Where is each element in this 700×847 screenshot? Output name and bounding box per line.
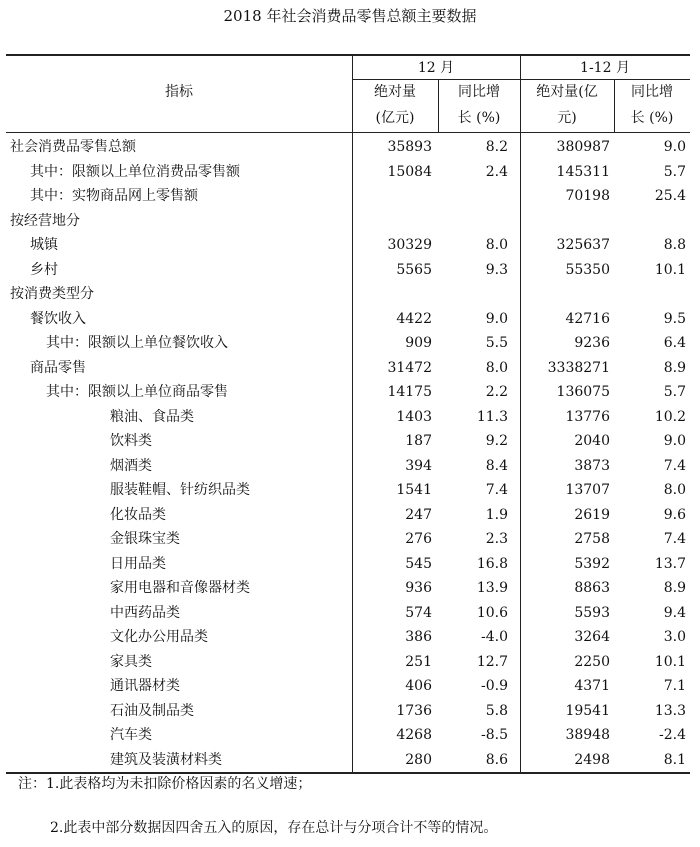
ytd-abs-value: 2619 [574,506,610,523]
ytd-yoy-value: 10.1 [654,653,686,670]
dec-abs-value: 247 [405,506,432,523]
row-label: 建筑及装潢材料类 [110,751,222,768]
dec-yoy-value: 9.2 [485,433,508,449]
row-label: 其中：限额以上单位餐饮收入 [46,335,228,351]
row-label: 餐饮收入 [30,310,86,327]
dec-abs-value: 187 [405,433,432,449]
row-label: 金银珠宝类 [110,531,180,547]
row-label: 其中：限额以上单位商品零售 [46,384,228,400]
row-label: 文化办公用品类 [110,629,208,645]
row-label: 汽车类 [110,727,152,743]
dec-abs-value: 574 [405,604,432,621]
row-label: 乡村 [30,261,58,278]
dec-yoy-value: 8.4 [485,457,508,474]
dec-abs-value: 936 [405,580,432,596]
ytd-abs-value: 19541 [565,702,610,719]
dec-yoy-value: 8.2 [485,139,508,155]
dec-abs-value: 15084 [387,163,432,180]
row-label: 城镇 [30,237,58,253]
ytd-yoy-value: 5.7 [663,384,686,400]
ytd-yoy-value: -2.4 [659,727,686,743]
ytd-abs-value: 2040 [574,433,610,449]
ytd-yoy-value: 5.7 [663,163,686,180]
ytd-abs-value: 2250 [574,653,610,670]
ytd-yoy-value: 25.4 [654,188,686,204]
dec-abs-value: 406 [405,678,432,694]
row-label: 服装鞋帽、针纺织品类 [110,482,250,498]
row-label: 家用电器和音像器材类 [110,580,250,596]
ytd-yoy-value: 8.8 [663,237,686,253]
ytd-yoy-value: 13.3 [654,702,686,719]
row-label: 通讯器材类 [110,678,180,694]
row-label: 烟酒类 [110,457,152,474]
ytd-abs-value: 2758 [574,531,610,547]
row-label: 其中：限额以上单位消费品零售额 [30,163,240,180]
dec-abs-value: 30329 [387,237,432,253]
ytd-yoy-value: 9.5 [663,310,686,327]
table-row [6,233,690,258]
row-label: 社会消费品零售总额 [10,139,136,155]
dec-yoy-value: 7.4 [485,482,508,498]
ytd-abs-header-line2: 元) [557,110,577,126]
table-header [6,56,690,133]
dec-abs-value: 394 [405,457,432,474]
ytd-yoy-value: 6.4 [663,335,686,351]
dec-abs-value: 280 [405,751,432,768]
ytd-yoy-value: 3.0 [663,629,686,645]
ytd-yoy-value: 9.4 [663,604,686,621]
row-label: 饮料类 [110,433,152,449]
ytd-yoy-value: 10.1 [654,261,686,278]
ytd-yoy-value: 9.0 [663,139,686,155]
dec-abs-value: 4268 [396,727,432,743]
dec-yoy-value: 1.9 [485,506,508,523]
table-row [6,307,690,332]
row-label: 中西药品类 [110,604,180,621]
dec-abs-header-line2: (亿元) [375,110,415,126]
ytd-abs-value: 136075 [556,384,610,400]
dec-yoy-value: -4.0 [481,629,508,645]
dec-abs-value: 276 [405,531,432,547]
dec-abs-value: 545 [405,555,432,572]
dec-yoy-value: 16.8 [476,555,508,572]
table-row [6,184,690,209]
ytd-abs-value: 4371 [574,678,610,694]
dec-abs-value: 1541 [396,482,432,498]
dec-abs-value: 14175 [387,384,432,400]
table-row [6,576,690,601]
table-row [6,258,690,283]
ytd-abs-value: 8863 [574,580,610,596]
footnotes [18,772,497,840]
ytd-yoy-value: 8.0 [663,482,686,498]
ytd-yoy-value: 13.7 [654,555,686,572]
table-row [6,625,690,650]
footnote-2: 2.此表中部分数据因四舍五入的原因，存在总计与分项合计不等的情况。 [50,820,498,836]
ytd-abs-value: 55350 [565,261,610,278]
dec-yoy-value: 2.4 [485,163,508,180]
ytd-abs-value: 42716 [565,310,610,327]
ytd-abs-value: 13776 [565,408,610,425]
ytd-header: 1-12 月 [580,60,630,76]
dec-yoy-value: 5.5 [485,335,508,351]
page-title: 2018 年社会消费品零售总额主要数据 [223,7,477,25]
dec-yoy-value: 11.3 [476,408,508,425]
ytd-yoy-header-line2: 长 (%) [630,110,674,126]
footnote-1: 注：1.此表格均为未扣除价格因素的名义增速； [18,776,312,792]
table-row [6,748,690,773]
dec-abs-value: 251 [405,653,432,670]
ytd-abs-value: 3873 [574,457,610,474]
table-row [6,380,690,405]
ytd-abs-value: 13707 [565,482,610,498]
dec-yoy-value: 8.0 [485,359,508,376]
ytd-yoy-header-line1: 同比增 [631,84,673,100]
ytd-yoy-value: 9.0 [663,433,686,449]
table-row [6,405,690,430]
dec-abs-value: 31472 [387,359,432,376]
table-row [6,282,690,307]
table-row [6,160,690,185]
row-label: 按经营地分 [10,212,80,229]
indicator-header: 指标 [165,84,193,100]
ytd-abs-value: 5593 [574,604,610,621]
ytd-yoy-value: 7.4 [663,457,686,474]
ytd-abs-value: 380987 [556,139,610,155]
dec-yoy-value: 9.0 [485,310,508,327]
row-label: 按消费类型分 [10,286,94,302]
table-row [6,209,690,234]
row-label: 商品零售 [30,359,86,376]
ytd-yoy-value: 10.2 [654,408,686,425]
dec-yoy-value: 9.3 [485,261,508,278]
table-row [6,135,690,160]
ytd-yoy-value: 7.1 [663,678,686,694]
table-body [6,133,690,772]
dec-abs-value: 35893 [387,139,432,155]
table-row [6,723,690,748]
row-label: 家具类 [110,653,152,670]
table-row [6,429,690,454]
ytd-abs-value: 3338271 [547,359,610,376]
table-row [6,650,690,675]
table-row [6,454,690,479]
table-row [6,503,690,528]
table-row [6,674,690,699]
ytd-abs-value: 70198 [565,188,610,204]
ytd-yoy-value: 8.9 [663,580,686,596]
table-row [6,699,690,724]
ytd-abs-value: 325637 [556,237,610,253]
ytd-yoy-value: 9.6 [663,506,686,523]
dec-abs-value: 4422 [396,310,432,327]
table-row [6,527,690,552]
ytd-yoy-value: 8.9 [663,359,686,376]
ytd-abs-value: 9236 [574,335,610,351]
row-label: 日用品类 [110,555,166,572]
ytd-abs-header-line1: 绝对量(亿 [536,84,598,100]
dec-yoy-value: 12.7 [476,653,508,670]
dec-yoy-value: 2.2 [485,384,508,400]
ytd-yoy-value: 8.1 [663,751,686,768]
dec-yoy-value: 10.6 [476,604,508,621]
ytd-abs-value: 38948 [565,727,610,743]
dec-yoy-value: -8.5 [481,727,508,743]
dec-yoy-value: 2.3 [485,531,508,547]
dec-yoy-value: 13.9 [476,580,508,596]
dec-yoy-header-line1: 同比增 [458,84,500,100]
dec-yoy-value: 8.0 [485,237,508,253]
row-label: 化妆品类 [110,506,166,523]
dec-yoy-value: 5.8 [485,702,508,719]
dec-yoy-value: -0.9 [481,678,508,694]
row-label: 粮油、食品类 [110,408,194,425]
ytd-abs-value: 2498 [574,751,610,768]
row-label: 其中：实物商品网上零售额 [30,188,198,204]
ytd-abs-value: 5392 [574,555,610,572]
table-row [6,331,690,356]
dec-header: 12 月 [417,60,455,76]
dec-abs-value: 1403 [396,408,432,425]
dec-abs-value: 1736 [396,702,432,719]
data-table [6,54,690,774]
dec-yoy-value: 8.6 [485,751,508,768]
table-row [6,478,690,503]
row-label: 石油及制品类 [110,702,194,719]
dec-abs-value: 386 [405,629,432,645]
table-row [6,552,690,577]
dec-abs-value: 5565 [396,261,432,278]
table-row [6,601,690,626]
ytd-abs-value: 145311 [556,163,610,180]
dec-abs-header-line1: 绝对量 [374,84,416,100]
table-row [6,356,690,381]
dec-abs-value: 909 [405,335,432,351]
ytd-abs-value: 3264 [574,629,610,645]
ytd-yoy-value: 7.4 [663,531,686,547]
dec-yoy-header-line2: 长 (%) [457,110,501,126]
